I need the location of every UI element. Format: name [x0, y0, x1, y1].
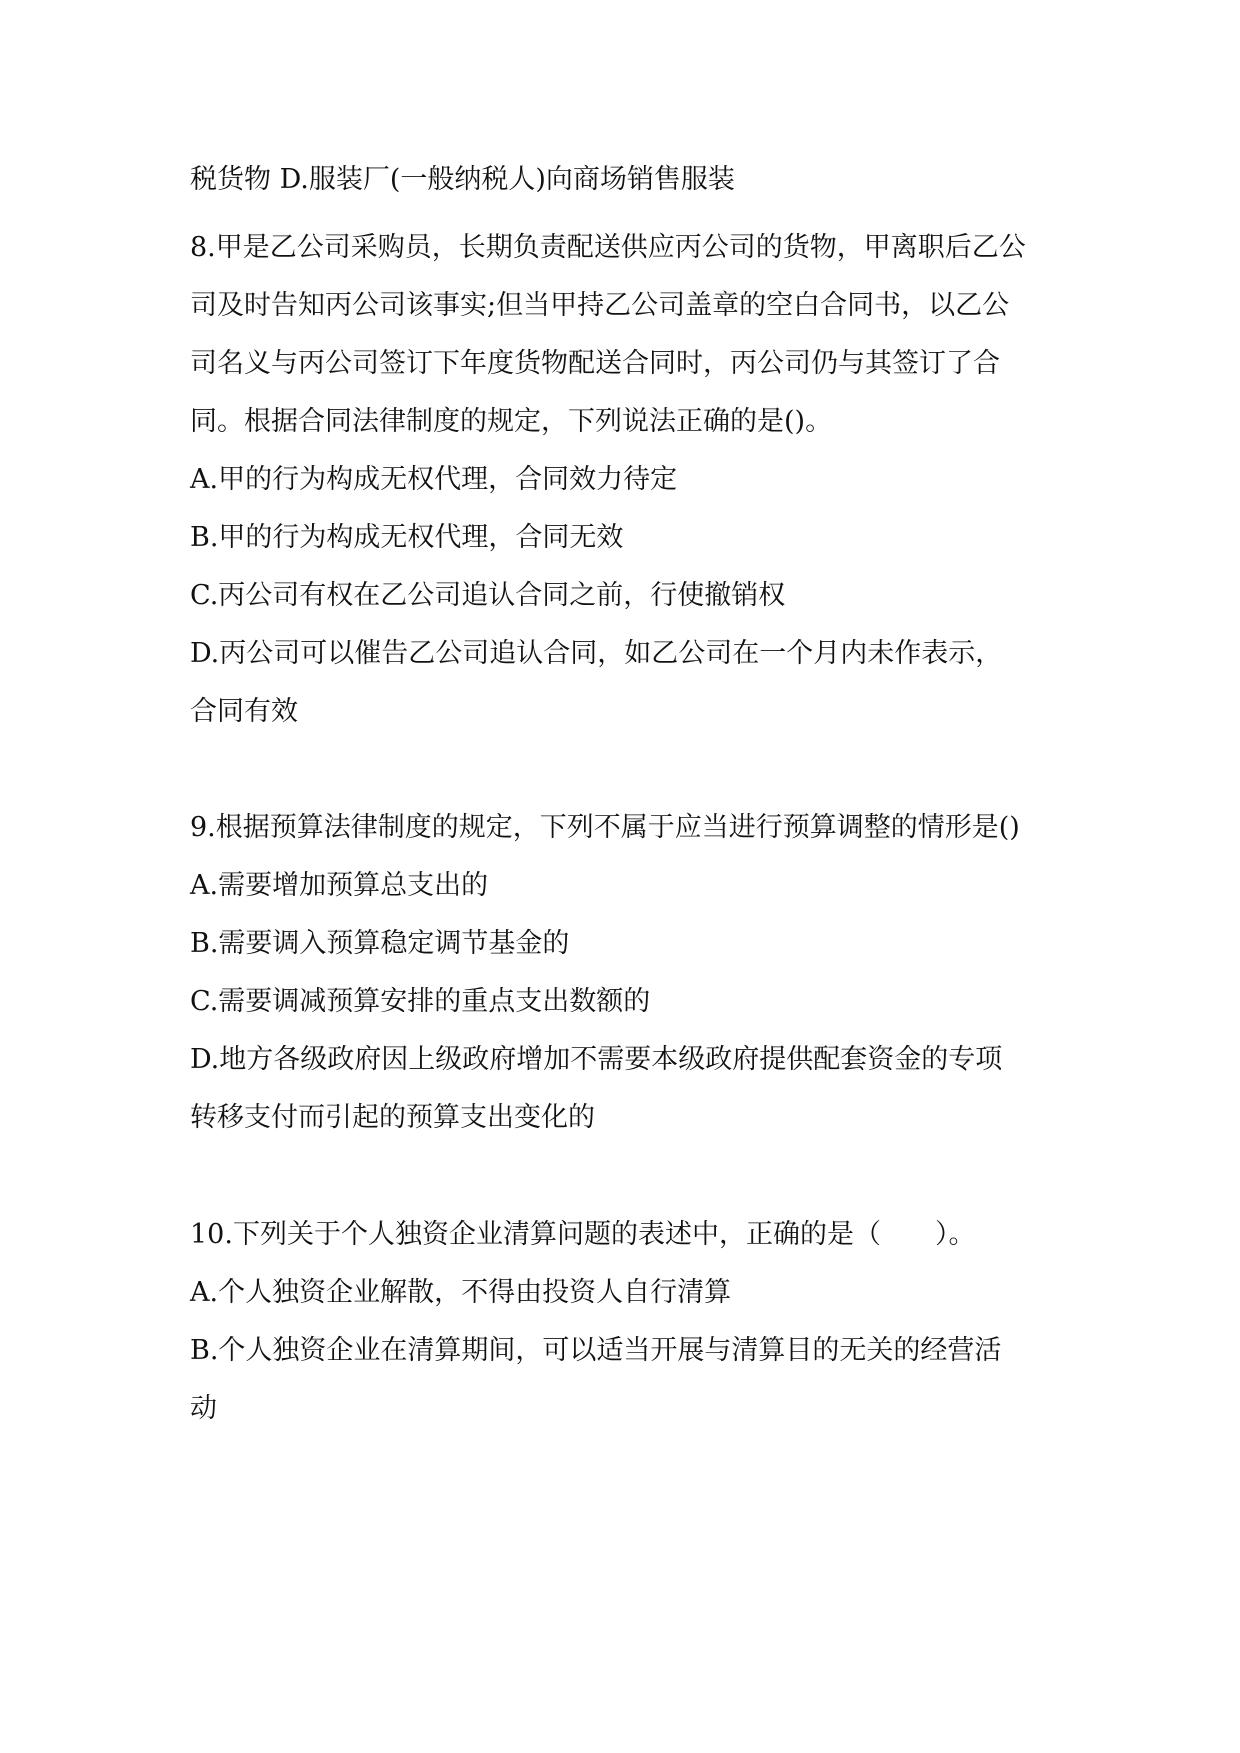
question-10-option-b-line-1: B.个人独资企业在清算期间，可以适当开展与清算目的无关的经营活	[190, 1335, 1002, 1366]
question-8-stem-line-4: 同。根据合同法律制度的规定，下列说法正确的是()。	[190, 406, 833, 437]
question-8-stem-line-1: 8.甲是乙公司采购员，长期负责配送供应丙公司的货物，甲离职后乙公	[190, 232, 1026, 263]
question-10-option-a: A.个人独资企业解散，不得由投资人自行清算	[190, 1277, 732, 1308]
question-8-option-a: A.甲的行为构成无权代理，合同效力待定	[190, 464, 678, 495]
question-8-stem-line-2: 司及时告知丙公司该事实;但当甲持乙公司盖章的空白合同书，以乙公	[190, 290, 1010, 321]
question-9-option-d-line-1: D.地方各级政府因上级政府增加不需要本级政府提供配套资金的专项	[190, 1044, 1003, 1075]
question-10-stem: 10.下列关于个人独资企业清算问题的表述中，正确的是（ ）。	[190, 1219, 976, 1250]
question-8-stem-line-3: 司名义与丙公司签订下年度货物配送合同时，丙公司仍与其签订了合	[190, 348, 1000, 379]
question-8-option-b: B.甲的行为构成无权代理，合同无效	[190, 522, 624, 553]
question-10-option-b-line-2: 动	[190, 1393, 217, 1424]
question-9-option-d-line-2: 转移支付而引起的预算支出变化的	[190, 1102, 595, 1133]
question-8-option-c: C.丙公司有权在乙公司追认合同之前，行使撤销权	[190, 580, 786, 611]
question-9-option-b: B.需要调入预算稳定调节基金的	[190, 928, 570, 959]
question-9-option-a: A.需要增加预算总支出的	[190, 870, 489, 901]
question-8-option-d-line-1: D.丙公司可以催告乙公司追认合同，如乙公司在一个月内未作表示，	[190, 638, 1003, 669]
question-8-option-d-line-2: 合同有效	[190, 696, 298, 727]
prev-question-tail: 税货物 D.服装厂(一般纳税人)向商场销售服装	[190, 164, 735, 195]
question-9-stem: 9.根据预算法律制度的规定，下列不属于应当进行预算调整的情形是()	[190, 812, 1020, 843]
question-9-option-c: C.需要调减预算安排的重点支出数额的	[190, 986, 651, 1017]
